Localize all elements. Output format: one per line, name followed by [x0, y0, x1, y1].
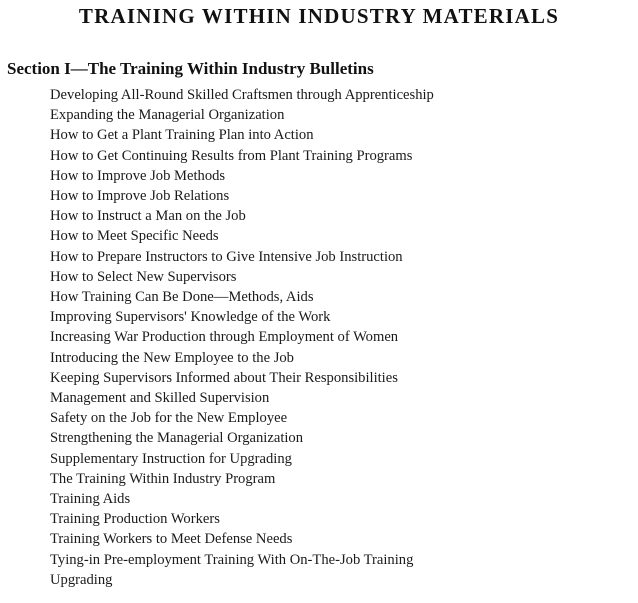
- bulletin-list: [50, 85, 434, 590]
- list-item: Training Production Workers: [50, 511, 220, 528]
- list-item: Strengthening the Managerial Organization: [50, 430, 304, 447]
- list-item: Supplementary Instruction for Upgrading: [50, 450, 292, 467]
- list-item: Increasing War Production through Employment of Women: [50, 329, 399, 346]
- page-title: TRAINING WITHIN INDUSTRY MATERIALS: [78, 4, 560, 28]
- list-item: Upgrading: [50, 571, 113, 588]
- list-item: Safety on the Job for the New Employee: [50, 410, 288, 427]
- list-item: How to Meet Specific Needs: [50, 228, 219, 245]
- list-item: Keeping Supervisors Informed about Their Responsibilities: [50, 369, 398, 386]
- list-item: Tying-in Pre-employment Training With On-The-Job Training: [50, 551, 414, 568]
- list-item: How to Improve Job Methods: [50, 167, 226, 184]
- list-item: How to Select New Supervisors: [50, 268, 237, 285]
- list-item: Training Aids: [50, 491, 131, 508]
- list-item: Developing All-Round Skilled Craftsmen through Apprenticeship: [50, 87, 434, 103]
- list-item: How to Improve Job Relations: [50, 188, 230, 205]
- list-item: How Training Can Be Done—Methods, Aids: [50, 289, 314, 306]
- list-item: How to Prepare Instructors to Give Intensive Job Instruction: [50, 248, 403, 265]
- list-item: How to Get a Plant Training Plan into Action: [50, 127, 314, 144]
- list-item: Improving Supervisors' Knowledge of the Work: [50, 309, 331, 326]
- list-item: Expanding the Managerial Organization: [50, 107, 285, 124]
- section-heading: Section I—The Training Within Industry Bulletins: [7, 59, 374, 78]
- list-item: The Training Within Industry Program: [50, 470, 276, 487]
- list-item: How to Instruct a Man on the Job: [50, 208, 246, 225]
- list-item: How to Get Continuing Results from Plant Training Programs: [50, 147, 413, 164]
- list-item: Management and Skilled Supervision: [50, 390, 270, 407]
- list-item: Training Workers to Meet Defense Needs: [50, 531, 293, 548]
- list-item: Introducing the New Employee to the Job: [50, 349, 294, 366]
